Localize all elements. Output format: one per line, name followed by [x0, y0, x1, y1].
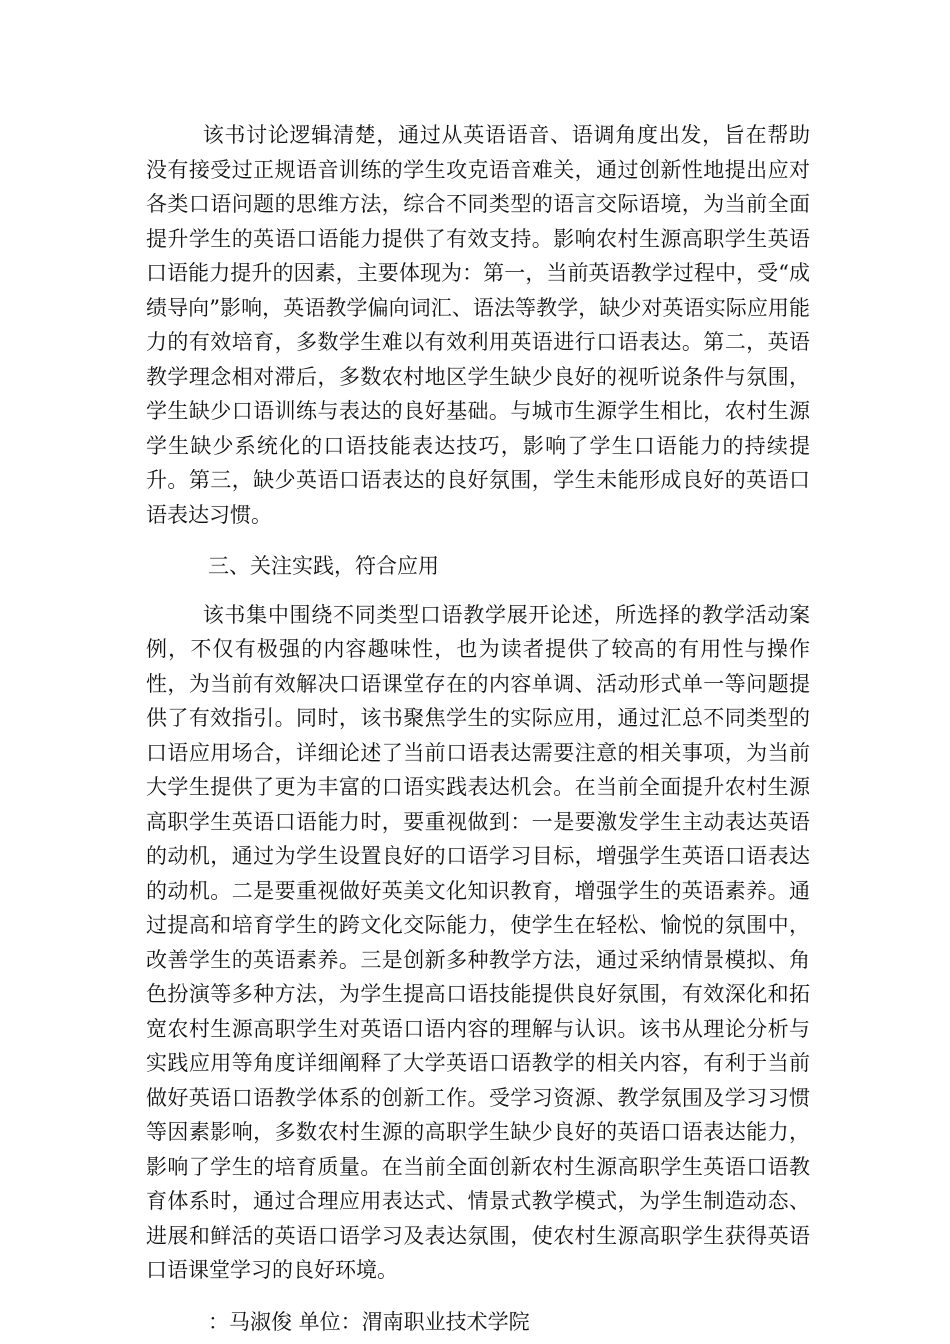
section-heading: 三、关注实践，符合应用	[208, 554, 439, 578]
author-affiliation-line: ：马淑俊 单位：渭南职业技术学院	[208, 1309, 530, 1334]
body-paragraph-2: 该书集中围绕不同类型口语教学展开论述，所选择的教学活动案例，不仅有极强的内容趣味性，也为读者提供了较高的有用性与操作性，为当前有效解决口语课堂存在的内容单调、活动形式单一等问题提供了有效指引。同时，该书聚焦学生的实际应用，通过汇总不同类型的口语应用场合，详细论述了当前口语表达需要注意的相关事项，为当前大学生提供了更为丰富的口语实践表达机会。在当前全面提升农村生源高职学生英语口语能力时，要重视做到：一是要激发学生主动表达英语的动机，通过为学生设置良好的口语学习目标，增强学生英语口语表达的动机。二是要重视做好英美文化知识教育，增强学生的英语素养。通过提高和培育学生的跨文化交际能力，使学生在轻松、愉悦的氛围中，改善学生的英语素养。三是创新多种教学方法，通过采纳情景模拟、角色扮演等多种方法，为学生提高口语技能提供良好氛围，有效深化和拓宽农村生源高职学生对英语口语内容的理解与认识。该书从理论分析与实践应用等角度详细阐释了大学英语口语教学的相关内容，有利于当前做好英语口语教学体系的创新工作。受学习资源、教学氛围及学习习惯等因素影响，多数农村生源的高职学生缺少良好的英语口语表达能力，影响了学生的培育质量。在当前全面创新农村生源高职学生英语口语教育体系时，通过合理应用表达式、情景式教学模式，为学生制造动态、进展和鲜活的英语口语学习及表达氛围，使农村生源高职学生获得英语口语课堂学习的良好环境。	[146, 602, 810, 1282]
document-body	[146, 118, 810, 1339]
body-paragraph-1: 该书讨论逻辑清楚，通过从英语语音、语调角度出发，旨在帮助没有接受过正规语音训练的学生攻克语音难关，通过创新性地提出应对各类口语问题的思维方法，综合不同类型的语言交际语境，为当前全面提升学生的英语口语能力提供了有效支持。影响农村生源高职学生英语口语能力提升的因素，主要体现为：第一，当前英语教学过程中，受“成绩导向”影响，英语教学偏向词汇、语法等教学，缺少对英语实际应用能力的有效培育，多数学生难以有效利用英语进行口语表达。第二，英语教学理念相对滞后，多数农村地区学生缺少良好的视听说条件与氛围，学生缺少口语训练与表达的良好基础。与城市生源学生相比，农村生源学生缺少系统化的口语技能表达技巧，影响了学生口语能力的持续提升。第三，缺少英语口语表达的良好氛围，学生未能形成良好的英语口语表达习惯。	[146, 123, 810, 527]
